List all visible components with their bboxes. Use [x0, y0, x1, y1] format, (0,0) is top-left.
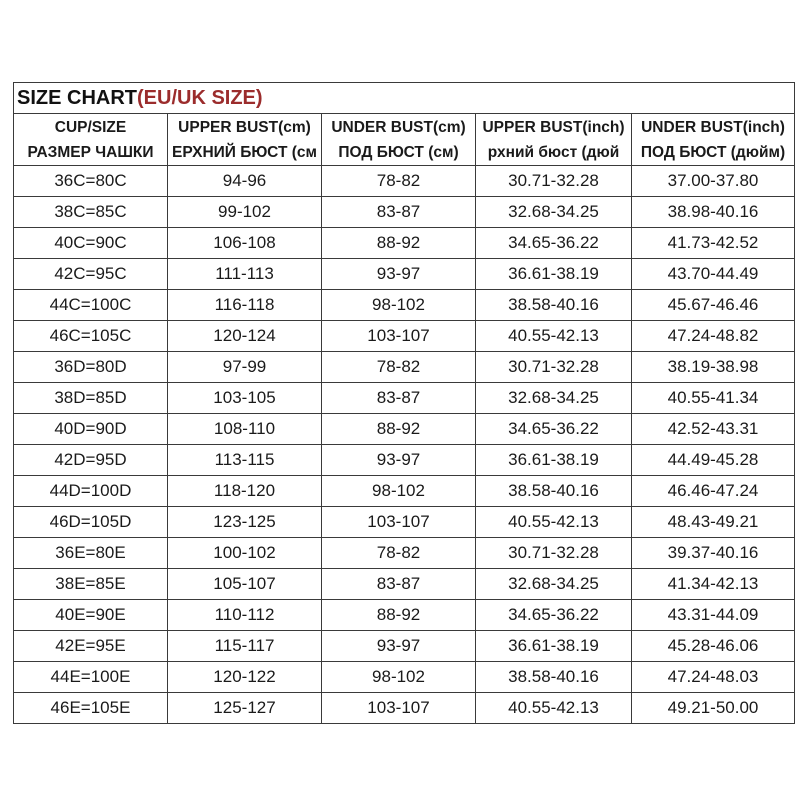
under-bust-inch-cell: 39.37-40.16 [632, 538, 795, 569]
title-row [14, 83, 795, 114]
upper-bust-inch-cell: 36.61-38.19 [476, 631, 632, 662]
size-chart [13, 82, 794, 724]
header-under-bust-cm [322, 114, 476, 166]
under-bust-cm-cell: 88-92 [322, 600, 476, 631]
chart-title-region: (EU/UK SIZE) [137, 86, 263, 109]
upper-bust-cm-cell: 99-102 [168, 197, 322, 228]
header-label-ru: ЕРХНИЙ БЮСТ (см [172, 143, 317, 161]
under-bust-inch-cell: 41.73-42.52 [632, 228, 795, 259]
cup-size-cell: 42D=95D [14, 445, 168, 476]
header-label-en: UNDER BUST(cm) [331, 118, 466, 136]
under-bust-inch-cell: 40.55-41.34 [632, 383, 795, 414]
cup-size-cell: 44D=100D [14, 476, 168, 507]
upper-bust-cm-cell: 94-96 [168, 166, 322, 197]
cup-size-cell: 36E=80E [14, 538, 168, 569]
table-row [14, 693, 795, 724]
cup-size-cell: 36C=80C [14, 166, 168, 197]
cup-size-cell: 46E=105E [14, 693, 168, 724]
table-row [14, 414, 795, 445]
upper-bust-inch-cell: 34.65-36.22 [476, 600, 632, 631]
under-bust-cm-cell: 103-107 [322, 693, 476, 724]
upper-bust-cm-cell: 120-124 [168, 321, 322, 352]
size-rows [14, 166, 795, 724]
upper-bust-inch-cell: 30.71-32.28 [476, 538, 632, 569]
under-bust-inch-cell: 47.24-48.03 [632, 662, 795, 693]
upper-bust-cm-cell: 110-112 [168, 600, 322, 631]
under-bust-inch-cell: 42.52-43.31 [632, 414, 795, 445]
under-bust-inch-cell: 47.24-48.82 [632, 321, 795, 352]
under-bust-cm-cell: 98-102 [322, 290, 476, 321]
upper-bust-inch-cell: 36.61-38.19 [476, 259, 632, 290]
header-label-ru: ПОД БЮСТ (дюйм) [640, 143, 786, 161]
table-row [14, 290, 795, 321]
upper-bust-inch-cell: 34.65-36.22 [476, 414, 632, 445]
under-bust-inch-cell: 44.49-45.28 [632, 445, 795, 476]
under-bust-cm-cell: 83-87 [322, 569, 476, 600]
under-bust-cm-cell: 98-102 [322, 476, 476, 507]
table-row [14, 166, 795, 197]
upper-bust-cm-cell: 111-113 [168, 259, 322, 290]
table-row [14, 507, 795, 538]
upper-bust-cm-cell: 115-117 [168, 631, 322, 662]
under-bust-inch-cell: 43.70-44.49 [632, 259, 795, 290]
chart-title-main: SIZE CHART [17, 86, 137, 109]
table-row [14, 228, 795, 259]
table-row [14, 321, 795, 352]
upper-bust-inch-cell: 32.68-34.25 [476, 383, 632, 414]
upper-bust-cm-cell: 103-105 [168, 383, 322, 414]
cup-size-cell: 38E=85E [14, 569, 168, 600]
upper-bust-cm-cell: 113-115 [168, 445, 322, 476]
table-row [14, 662, 795, 693]
table-row [14, 197, 795, 228]
under-bust-cm-cell: 93-97 [322, 445, 476, 476]
under-bust-inch-cell: 38.19-38.98 [632, 352, 795, 383]
under-bust-inch-cell: 41.34-42.13 [632, 569, 795, 600]
upper-bust-cm-cell: 123-125 [168, 507, 322, 538]
cup-size-cell: 40D=90D [14, 414, 168, 445]
table-row [14, 631, 795, 662]
upper-bust-inch-cell: 40.55-42.13 [476, 693, 632, 724]
cup-size-cell: 36D=80D [14, 352, 168, 383]
under-bust-inch-cell: 45.28-46.06 [632, 631, 795, 662]
header-label-en: UNDER BUST(inch) [641, 118, 785, 136]
table-row [14, 352, 795, 383]
under-bust-inch-cell: 37.00-37.80 [632, 166, 795, 197]
cup-size-cell: 42C=95C [14, 259, 168, 290]
under-bust-cm-cell: 93-97 [322, 259, 476, 290]
table-row [14, 259, 795, 290]
upper-bust-cm-cell: 116-118 [168, 290, 322, 321]
upper-bust-cm-cell: 105-107 [168, 569, 322, 600]
header-cup-size [14, 114, 168, 166]
header-label-en: UPPER BUST(inch) [482, 118, 625, 136]
table-row [14, 476, 795, 507]
upper-bust-cm-cell: 106-108 [168, 228, 322, 259]
upper-bust-cm-cell: 108-110 [168, 414, 322, 445]
cup-size-cell: 38D=85D [14, 383, 168, 414]
cup-size-cell: 40E=90E [14, 600, 168, 631]
under-bust-inch-cell: 45.67-46.46 [632, 290, 795, 321]
under-bust-inch-cell: 49.21-50.00 [632, 693, 795, 724]
cup-size-cell: 46C=105C [14, 321, 168, 352]
under-bust-cm-cell: 78-82 [322, 166, 476, 197]
under-bust-inch-cell: 43.31-44.09 [632, 600, 795, 631]
under-bust-inch-cell: 38.98-40.16 [632, 197, 795, 228]
upper-bust-inch-cell: 40.55-42.13 [476, 321, 632, 352]
upper-bust-cm-cell: 125-127 [168, 693, 322, 724]
under-bust-cm-cell: 78-82 [322, 352, 476, 383]
upper-bust-cm-cell: 118-120 [168, 476, 322, 507]
table-row [14, 445, 795, 476]
header-upper-bust-cm [168, 114, 322, 166]
size-chart-table [13, 82, 795, 724]
under-bust-inch-cell: 48.43-49.21 [632, 507, 795, 538]
chart-title [14, 83, 795, 114]
cup-size-cell: 44C=100C [14, 290, 168, 321]
upper-bust-cm-cell: 100-102 [168, 538, 322, 569]
cup-size-cell: 44E=100E [14, 662, 168, 693]
header-label-ru: ПОД БЮСТ (см) [338, 143, 459, 161]
under-bust-cm-cell: 103-107 [322, 507, 476, 538]
upper-bust-inch-cell: 34.65-36.22 [476, 228, 632, 259]
under-bust-inch-cell: 46.46-47.24 [632, 476, 795, 507]
table-row [14, 600, 795, 631]
upper-bust-inch-cell: 38.58-40.16 [476, 662, 632, 693]
upper-bust-cm-cell: 120-122 [168, 662, 322, 693]
cup-size-cell: 42E=95E [14, 631, 168, 662]
under-bust-cm-cell: 88-92 [322, 228, 476, 259]
under-bust-cm-cell: 78-82 [322, 538, 476, 569]
header-row [14, 114, 795, 166]
under-bust-cm-cell: 88-92 [322, 414, 476, 445]
upper-bust-inch-cell: 36.61-38.19 [476, 445, 632, 476]
upper-bust-cm-cell: 97-99 [168, 352, 322, 383]
under-bust-cm-cell: 103-107 [322, 321, 476, 352]
upper-bust-inch-cell: 38.58-40.16 [476, 476, 632, 507]
table-row [14, 383, 795, 414]
upper-bust-inch-cell: 30.71-32.28 [476, 166, 632, 197]
cup-size-cell: 40C=90C [14, 228, 168, 259]
header-label-ru: рхний бюст (дюй [487, 143, 620, 161]
upper-bust-inch-cell: 40.55-42.13 [476, 507, 632, 538]
table-row [14, 569, 795, 600]
header-under-bust-inch [632, 114, 795, 166]
under-bust-cm-cell: 98-102 [322, 662, 476, 693]
table-row [14, 538, 795, 569]
cup-size-cell: 46D=105D [14, 507, 168, 538]
under-bust-cm-cell: 83-87 [322, 197, 476, 228]
header-upper-bust-inch [476, 114, 632, 166]
cup-size-cell: 38C=85C [14, 197, 168, 228]
under-bust-cm-cell: 83-87 [322, 383, 476, 414]
upper-bust-inch-cell: 38.58-40.16 [476, 290, 632, 321]
header-label-en: UPPER BUST(cm) [178, 118, 311, 136]
upper-bust-inch-cell: 32.68-34.25 [476, 569, 632, 600]
upper-bust-inch-cell: 32.68-34.25 [476, 197, 632, 228]
header-label-en: CUP/SIZE [54, 118, 127, 136]
header-label-ru: РАЗМЕР ЧАШКИ [27, 143, 154, 161]
under-bust-cm-cell: 93-97 [322, 631, 476, 662]
upper-bust-inch-cell: 30.71-32.28 [476, 352, 632, 383]
